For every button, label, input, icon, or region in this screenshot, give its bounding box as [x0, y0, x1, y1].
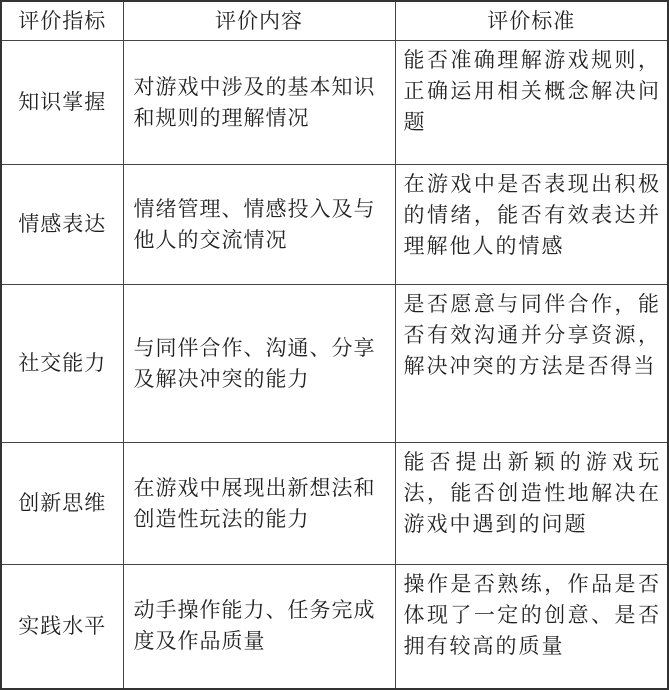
standard-cell: 操作是否熟练，作品是否体现了一定的创意、是否拥有较高的质量	[395, 565, 668, 689]
header-indicator: 评价指标	[1, 1, 123, 41]
content-cell: 对游戏中涉及的基本知识和规则的理解情况	[123, 41, 395, 165]
header-standard: 评价标准	[395, 1, 668, 41]
indicator-cell: 知识掌握	[1, 41, 123, 165]
indicator-cell: 实践水平	[1, 565, 123, 689]
table-row	[1, 565, 668, 689]
indicator-cell: 社交能力	[1, 285, 123, 443]
header-content: 评价内容	[123, 1, 395, 41]
content-cell: 动手操作能力、任务完成度及作品质量	[123, 565, 395, 689]
standard-cell: 能否提出新颖的游戏玩法，能否创造性地解决在游戏中遇到的问题	[395, 443, 668, 565]
table-row	[1, 285, 668, 443]
table-header-row	[1, 1, 668, 41]
table-row	[1, 41, 668, 165]
content-cell: 情绪管理、情感投入及与他人的交流情况	[123, 165, 395, 285]
content-cell: 在游戏中展现出新想法和创造性玩法的能力	[123, 443, 395, 565]
table-row	[1, 165, 668, 285]
standard-cell: 能否准确理解游戏规则，正确运用相关概念解决问题	[395, 41, 668, 165]
standard-cell: 是否愿意与同伴合作，能否有效沟通并分享资源，解决冲突的方法是否得当	[395, 285, 668, 443]
indicator-cell: 创新思维	[1, 443, 123, 565]
content-cell: 与同伴合作、沟通、分享及解决冲突的能力	[123, 285, 395, 443]
table-row	[1, 443, 668, 565]
standard-cell: 在游戏中是否表现出积极的情绪，能否有效表达并理解他人的情感	[395, 165, 668, 285]
indicator-cell: 情感表达	[1, 165, 123, 285]
